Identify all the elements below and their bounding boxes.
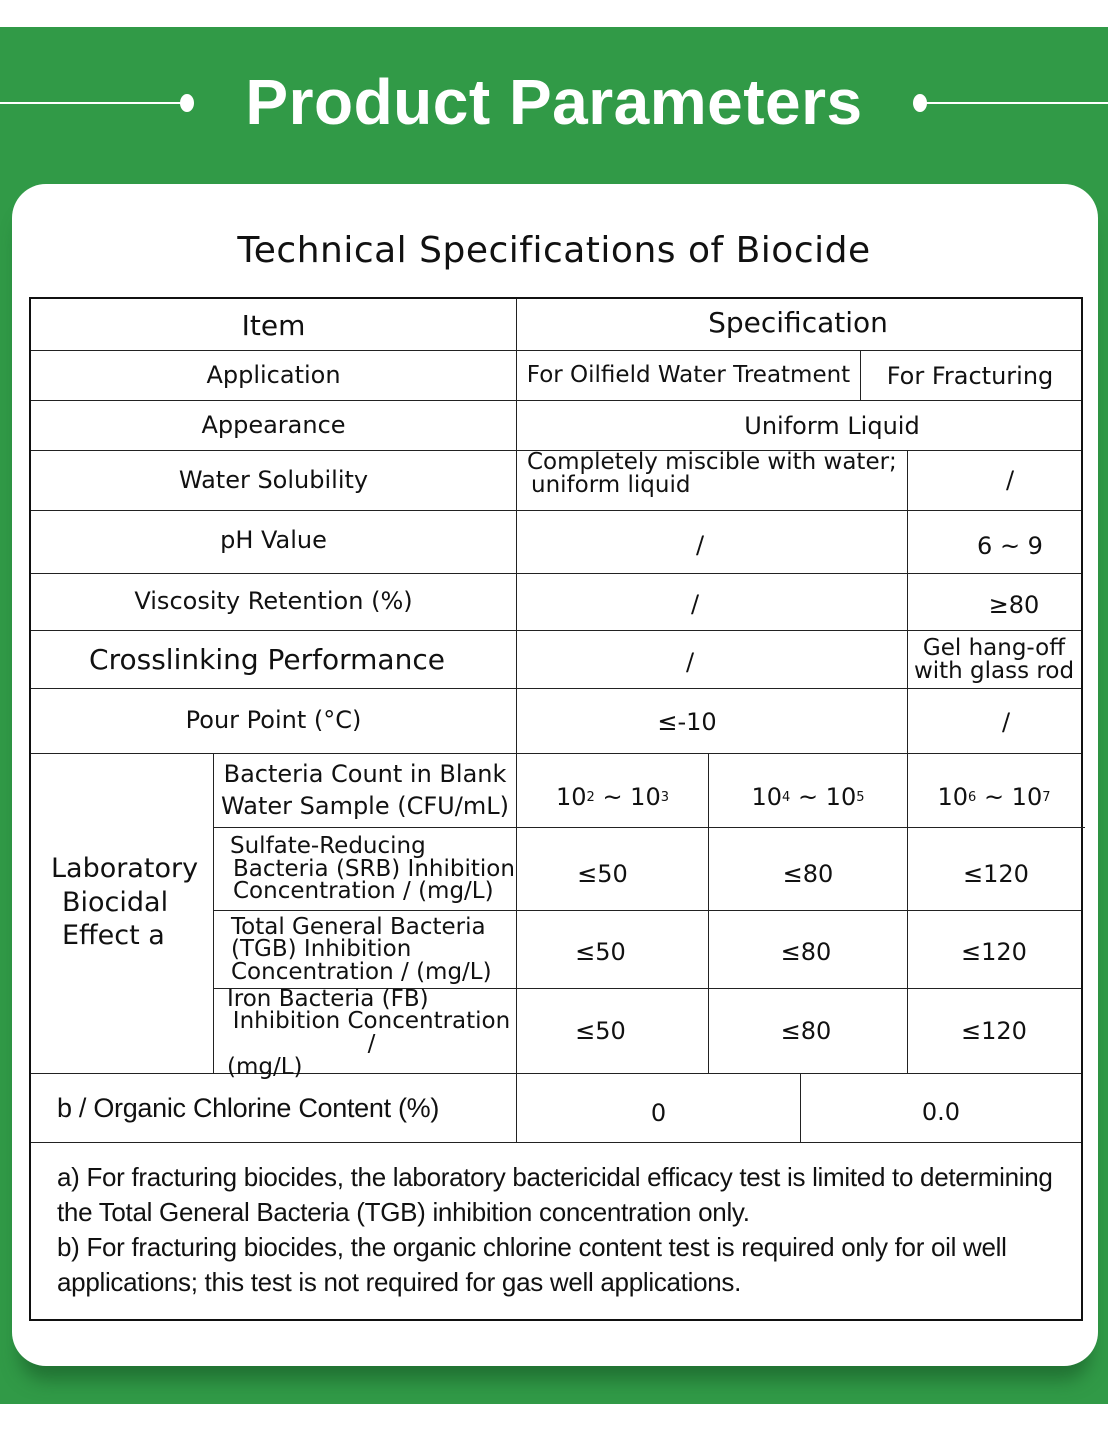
srb-v1: ≤50	[577, 860, 628, 889]
srb-line2: Bacteria (SRB) Inhibition	[233, 855, 515, 882]
bacteria-count-v2: 10 4 ~ 10 5	[751, 783, 865, 812]
tgb-line1: Total General Bacteria	[231, 913, 486, 940]
crosslinking-line2: with glass rod	[913, 657, 1075, 684]
v1-base: 10	[555, 783, 587, 812]
crosslinking-oilfield: /	[685, 648, 695, 677]
ph-oilfield: /	[695, 531, 705, 560]
bacteria-count-v1: 10 2 ~ 10 3	[555, 783, 669, 812]
tgb-v2: ≤80	[780, 937, 832, 966]
ph-fracturing: 6 ~ 9	[977, 532, 1043, 561]
bacteria-count-v3: 10 6 ~ 10 7	[937, 783, 1051, 812]
header-divider-left	[0, 102, 185, 104]
application-oilfield: For Oilfield Water Treatment	[526, 362, 851, 389]
footnote-a: a) For fracturing biocides, the laboratory bactericidal efficacy test is limited to determining the Total General Bacteria (TGB) inhibition concentration only.	[57, 1162, 1053, 1227]
row-label-water-solubility: Water Solubility	[178, 465, 369, 494]
document-title: Technical Specifications of Biocide	[237, 230, 871, 271]
v3-sep: ~ 10	[976, 783, 1043, 812]
category-line1: Laboratory	[51, 852, 199, 884]
label-tgb	[214, 911, 516, 988]
pour-point-fracturing: /	[1001, 708, 1011, 737]
category-lab-biocidal-effect	[31, 754, 221, 1073]
fb-v3: ≤120	[961, 1017, 1027, 1046]
fb-v1: ≤50	[575, 1017, 626, 1046]
header-item: Item	[241, 309, 306, 343]
category-line2: Biocidal	[62, 886, 169, 918]
row-label-appearance: Appearance	[201, 410, 346, 439]
v2-base: 10	[751, 783, 783, 812]
water-solubility-oilfield	[517, 451, 907, 510]
footnotes	[57, 1160, 1067, 1300]
fb-line1: Iron Bacteria (FB)	[227, 985, 429, 1012]
crosslinking-line1: Gel hang-off	[922, 634, 1066, 661]
tgb-v3: ≤120	[961, 937, 1027, 966]
fb-v2: ≤80	[780, 1017, 832, 1046]
srb-v3: ≤120	[963, 860, 1029, 889]
v1-sep: ~ 10	[594, 783, 661, 812]
v2-sep: ~ 10	[790, 783, 857, 812]
bacteria-count-line2: Water Sample (CFU/mL)	[221, 791, 509, 820]
row-label-ph: pH Value	[220, 526, 327, 555]
organic-chlorine-fracturing: 0.0	[921, 1098, 961, 1127]
application-fracturing: For Fracturing	[886, 362, 1054, 391]
label-fb	[214, 985, 516, 1080]
water-solubility-fracturing: /	[1005, 465, 1015, 494]
appearance-value: Uniform Liquid	[744, 412, 920, 441]
category-line3: Effect a	[62, 920, 165, 952]
tgb-v1: ≤50	[575, 937, 626, 966]
viscosity-oilfield: /	[690, 590, 700, 619]
viscosity-fracturing: ≥80	[988, 591, 1040, 620]
v3-base: 10	[937, 783, 969, 812]
row-label-viscosity: Viscosity Retention (%)	[134, 587, 413, 616]
label-bacteria-count	[214, 754, 516, 827]
bacteria-count-line1: Bacteria Count in Blank	[223, 760, 507, 789]
tgb-line2: (TGB) Inhibition	[231, 936, 412, 963]
header-dot-left	[180, 94, 194, 112]
label-srb	[214, 828, 516, 910]
row-label-organic-chlorine: b / Organic Chlorine Content (%)	[57, 1092, 440, 1123]
footnote-b: b) For fracturing biocides, the organic chlorine content test is required only for oil well applications; this test is not required for gas well applications.	[57, 1232, 1007, 1297]
row-label-application: Application	[206, 360, 341, 389]
header-specification: Specification	[708, 306, 888, 340]
row-label-crosslinking: Crosslinking Performance	[89, 642, 445, 676]
water-solubility-line2: uniform liquid	[531, 471, 691, 498]
row-label-pour-point: Pour Point (°C)	[185, 706, 362, 735]
page-title: Product Parameters	[245, 66, 863, 138]
fb-line2: Inhibition Concentration /	[232, 1008, 511, 1057]
pour-point-oilfield: ≤-10	[657, 708, 717, 737]
header-divider-right	[920, 102, 1108, 104]
srb-v2: ≤80	[782, 860, 834, 889]
tgb-line3: Concentration / (mg/L)	[231, 958, 492, 985]
fb-line3: (mg/L)	[227, 1053, 303, 1080]
srb-line1: Sulfate-Reducing	[230, 833, 426, 860]
organic-chlorine-oilfield: 0	[650, 1099, 667, 1128]
water-solubility-line1: Completely miscible with water;	[527, 449, 897, 475]
crosslinking-fracturing	[908, 631, 1080, 688]
srb-line3: Concentration / (mg/L)	[233, 878, 494, 905]
